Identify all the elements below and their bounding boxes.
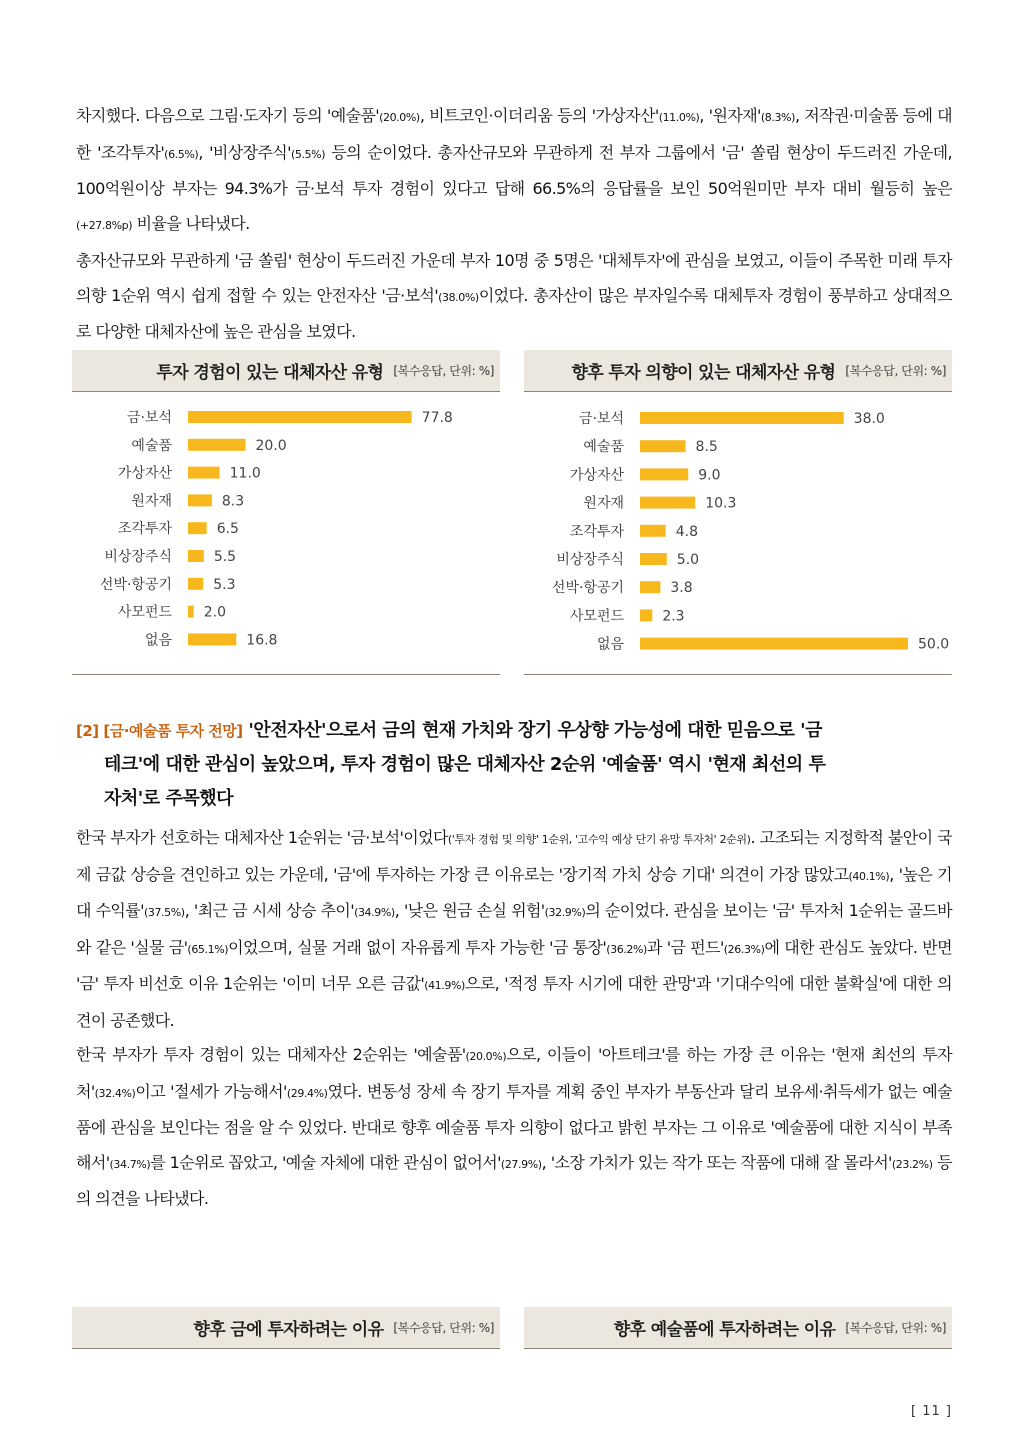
bar: [640, 468, 688, 480]
value-label: 5.5: [213, 549, 237, 565]
value-label: 16.8: [246, 632, 278, 649]
category-label: 조각투자: [117, 521, 172, 538]
chart-title: 향후 투자 의향이 있는 대체자산 유형: [571, 363, 836, 383]
category-label: 예술품: [583, 439, 624, 456]
value-label: 5.0: [676, 552, 700, 568]
value-label: 8.5: [695, 439, 718, 456]
chart-header: [524, 350, 952, 392]
chart-unit-note: [복수응답, 단위: %]: [393, 364, 494, 378]
chart-header: [72, 350, 500, 392]
value-label: 10.3: [705, 495, 737, 512]
bar: [640, 525, 666, 537]
chart-header: [524, 1307, 952, 1349]
value-label: 6.5: [216, 521, 239, 538]
bar: [188, 411, 412, 423]
bar: [188, 522, 207, 534]
bar: [188, 550, 204, 562]
chart-plot: [524, 392, 952, 676]
category-label: 가상자산: [569, 467, 624, 484]
category-label: 없음: [596, 636, 624, 653]
category-label: 비상장주식: [104, 549, 172, 565]
bar: [188, 578, 203, 590]
bar: [188, 633, 236, 645]
chart-unit-note: [복수응답, 단위: %]: [845, 1321, 946, 1335]
section-heading: [2] [금·예술품 투자 전망] '안전자산'으로서 금의 현재 가치와 장기 우상향 가능성에 대한 믿음으로 '금 테크'에 대한 관심이 높았으며, 투자 경험이 많은 대체자산 2순위 '예술품' 역시 '현재 최선의 투 자처'로 주목했다: [76, 720, 826, 809]
value-label: 8.3: [221, 493, 245, 510]
bar: [188, 467, 220, 479]
bar: [640, 497, 695, 509]
value-label: 77.8: [421, 410, 453, 426]
category-label: 예술품: [131, 437, 172, 454]
paragraph-1: 차지했다. 다음으로 그림·도자기 등의 '예술품'(20.0%), 비트코인·이더리움 등의 '가상자산'(11.0%), '원자재'(8.3%), 저작권·미술품 등에 대한 '조각투자'(6.5%), '비상장주식'(5.5%) 등의 순이었다. 총자산규모와 무관하게 전 부자 그룹에서 '금' 쏠림 현상이 두드러진 가운데, 100억원이상 부자는 94.3%가 금·보석 투자 경험이 있다고 답해 66.5%의 응답률을 보인 50억원미만 부자 대비 월등히 높은(+27.8%p) 비율을 나타냈다.: [76, 106, 953, 233]
value-label: 9.0: [698, 467, 721, 484]
category-label: 사모펀드: [569, 608, 624, 625]
chart-title: 향후 예술품에 투자하려는 이유: [613, 1320, 836, 1340]
chart-bottom-rule: [72, 674, 500, 675]
category-label: 선박·항공기: [99, 576, 172, 593]
category-label: 원자재: [583, 495, 624, 512]
value-label: 2.3: [662, 608, 685, 625]
bar: [640, 581, 660, 593]
chart-gold-reasons: [72, 1307, 500, 1349]
value-label: 11.0: [229, 465, 261, 482]
bar: [640, 412, 844, 424]
value-label: 5.3: [213, 576, 236, 593]
section-label: [2] [금·예술품 투자 전망]: [76, 722, 243, 740]
bar: [640, 440, 686, 452]
paragraph-3: 한국 부자가 선호하는 대체자산 1순위는 '금·보석'이었다('투자 경험 및 의향' 1순위, '고수익 예상 단기 유망 투자처' 2순위). 고조되는 지정학적 불안이 국제 금값 상승을 견인하고 있는 가운데, '금'에 투자하는 가장 큰 이유로는 '장기적 가치 상승 기대' 의견이 가장 많았고(40.1%), '높은 기대 수익률'(37.5%), '최근 금 시세 상승 추이'(34.9%), '낮은 원금 손실 위험'(32.9%)의 순이었다. 관심을 보이는 '금' 투자처 1순위는 골드바와 같은 '실물 금'(65.1%)이었으며, 실물 거래 없이 자유롭게 투자 가능한 '금 통장'(36.2%)과 '금 펀드'(26.3%)에 대한 관심도 높았다. 반면 '금' 투자 비선호 이유 1순위는 '이미 너무 오른 금값'(41.9%)으로, '적정 투자 시기에 대한 관망'과 '기대수익에 대한 불확실'에 대한 의견이 공존했다.: [76, 828, 953, 1030]
category-label: 사모펀드: [117, 604, 172, 621]
category-label: 원자재: [131, 493, 172, 510]
category-label: 선박·항공기: [551, 580, 624, 597]
bar: [188, 439, 246, 451]
chart-bottom-rule: [524, 674, 952, 675]
chart-investment-experience: [72, 350, 500, 676]
bar: [640, 609, 652, 621]
chart-title: 향후 금에 투자하려는 이유: [193, 1320, 384, 1340]
chart-unit-note: [복수응답, 단위: %]: [845, 364, 946, 378]
category-label: 금·보석: [126, 410, 172, 426]
page-number: [ 11 ]: [911, 1404, 952, 1419]
chart-art-reasons: [524, 1307, 952, 1349]
bar: [640, 638, 908, 650]
chart-unit-note: [복수응답, 단위: %]: [393, 1321, 494, 1335]
bar: [188, 494, 212, 506]
category-label: 비상장주식: [556, 552, 624, 568]
value-label: 50.0: [918, 636, 950, 653]
bar: [640, 553, 667, 565]
chart-future-intent: [524, 350, 952, 676]
category-label: 가상자산: [117, 465, 172, 482]
chart-header: [72, 1307, 500, 1349]
paragraph-4: 한국 부자가 투자 경험이 있는 대체자산 2순위는 '예술품'(20.0%)으로, 이들이 '아트테크'를 하는 가장 큰 이유는 '현재 최선의 투자처'(32.4%)이고 '절세가 가능해서'(29.4%)였다. 변동성 장세 속 장기 투자를 계획 중인 부자가 부동산과 달리 보유세·취득세가 없는 예술품에 관심을 보인다는 점을 알 수 있었다. 반대로 향후 예술품 투자 의향이 없다고 밝힌 부자는 그 이유로 '예술품에 대한 지식이 부족해서'(34.7%)를 1순위로 꼽았고, '예술 자체에 대한 관심이 없어서'(27.9%), '소장 가치가 있는 작가 또는 작품에 대해 잘 몰라서'(23.2%) 등의 의견을 나타냈다.: [76, 1045, 953, 1208]
value-label: 3.8: [670, 580, 693, 597]
category-label: 없음: [144, 632, 172, 649]
category-label: 조각투자: [569, 523, 624, 540]
paragraph-2: 총자산규모와 무관하게 '금 쏠림' 현상이 두드러진 가운데 부자 10명 중 5명은 '대체투자'에 관심을 보였고, 이들이 주목한 미래 투자 의향 1순위 역시 쉽게 접할 수 있는 안전자산 '금·보석'(38.0%)이었다. 총자산이 많은 부자일수록 대체투자 경험이 풍부하고 상대적으로 다양한 대체자산에 높은 관심을 보였다.: [76, 251, 953, 341]
chart-plot: [72, 392, 500, 676]
value-label: 2.0: [203, 604, 227, 621]
value-label: 20.0: [255, 437, 287, 454]
value-label: 4.8: [675, 523, 698, 540]
category-label: 금·보석: [578, 411, 624, 427]
bar: [188, 606, 194, 618]
chart-title: 투자 경험이 있는 대체자산 유형: [156, 363, 384, 383]
value-label: 38.0: [853, 411, 885, 427]
